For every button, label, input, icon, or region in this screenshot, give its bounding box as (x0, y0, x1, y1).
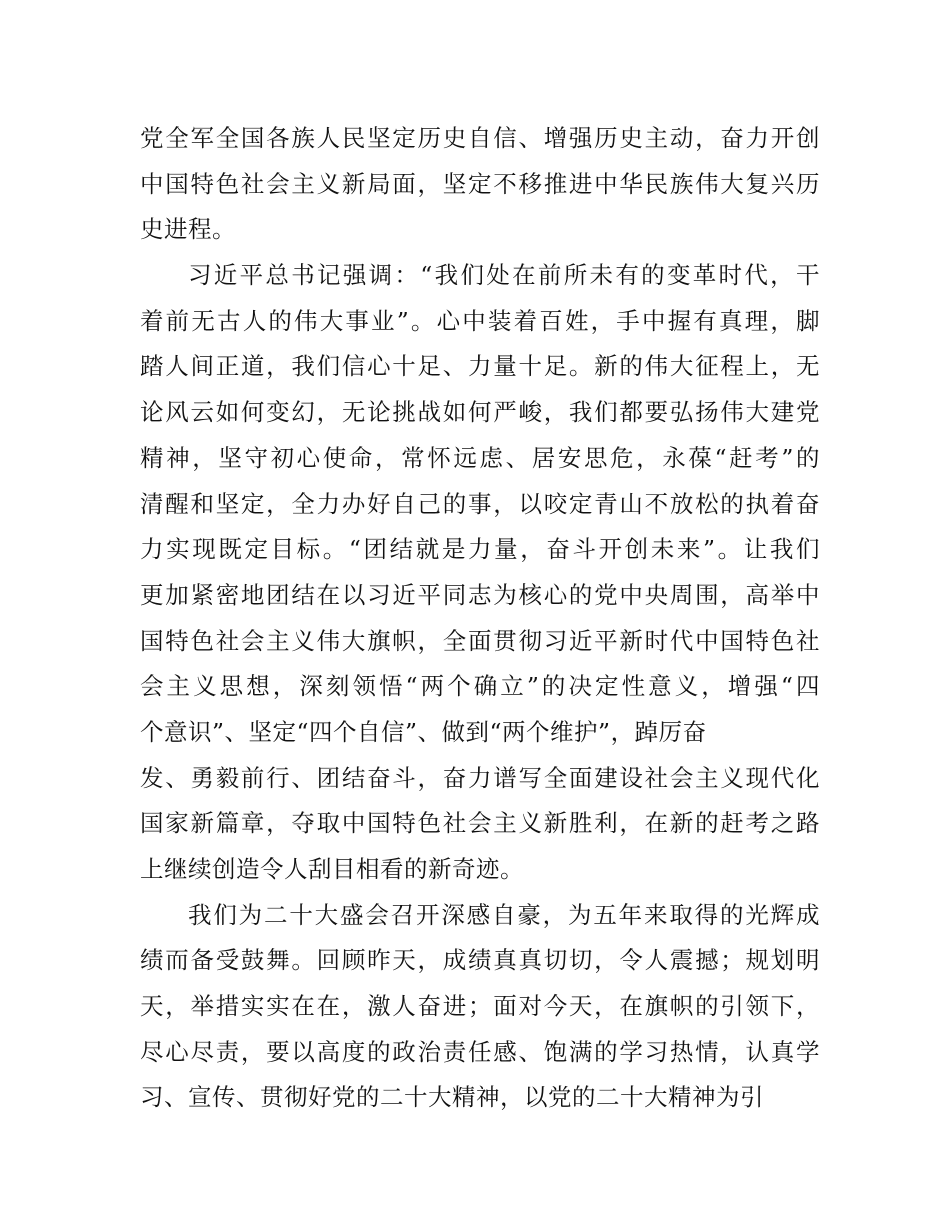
text-line: 更加紧密地团结在以习近平同志为核心的党中央周围，高举中 (140, 580, 820, 609)
text-line: 发、勇毅前行、团结奋斗，奋力谱写全面建设社会主义现代化 (140, 763, 820, 792)
text-line: 论风云如何变幻，无论挑战如何严峻，我们都要弘扬伟大建党 (140, 398, 820, 427)
text-line: 尽心尽责，要以高度的政治责任感、饱满的学习热情，认真学 (140, 1037, 820, 1066)
text-line: 史进程。 (140, 215, 236, 244)
text-line: 国特色社会主义伟大旗帜，全面贯彻习近平新时代中国特色社 (140, 626, 820, 655)
text-line: 踏人间正道，我们信心十足、力量十足。新的伟大征程上，无 (140, 352, 820, 381)
text-line: 个意识”、坚定“四个自信”、做到“两个维护”，踔厉奋 (140, 717, 707, 746)
text-line: 会主义思想，深刻领悟“两个确立”的决定性意义，增强“四 (140, 672, 820, 701)
text-line: 党全军全国各族人民坚定历史自信、增强历史主动，奋力开创 (140, 124, 820, 152)
text-line: 国家新篇章，夺取中国特色社会主义新胜利，在新的赶考之路 (140, 809, 820, 838)
text-line: 习、宣传、贯彻好党的二十大精神，以党的二十大精神为引 (140, 1083, 764, 1112)
text-line: 习近平总书记强调：“我们处在前所未有的变革时代，干 (188, 261, 820, 290)
body-text (140, 116, 820, 1121)
text-line: 清醒和坚定，全力办好自己的事，以咬定青山不放松的执着奋 (140, 489, 820, 518)
text-line: 上继续创造令人刮目相看的新奇迹。 (140, 855, 524, 883)
text-line: 我们为二十大盛会召开深感自豪，为五年来取得的光辉成 (188, 900, 820, 929)
text-line: 精神，坚守初心使命，常怀远虑、居安思危，永葆“赶考”的 (140, 443, 820, 472)
text-line: 天，举措实实在在，激人奋进；面对今天，在旗帜的引领下， (140, 992, 820, 1021)
text-line: 力实现既定目标。“团结就是力量，奋斗开创未来”。让我们 (140, 535, 820, 564)
text-line: 着前无古人的伟大事业”。心中装着百姓，手中握有真理，脚 (140, 306, 820, 335)
text-line: 绩而备受鼓舞。回顾昨天，成绩真真切切，令人震撼；规划明 (140, 946, 820, 975)
text-line: 中国特色社会主义新局面，坚定不移推进中华民族伟大复兴历 (140, 169, 820, 198)
